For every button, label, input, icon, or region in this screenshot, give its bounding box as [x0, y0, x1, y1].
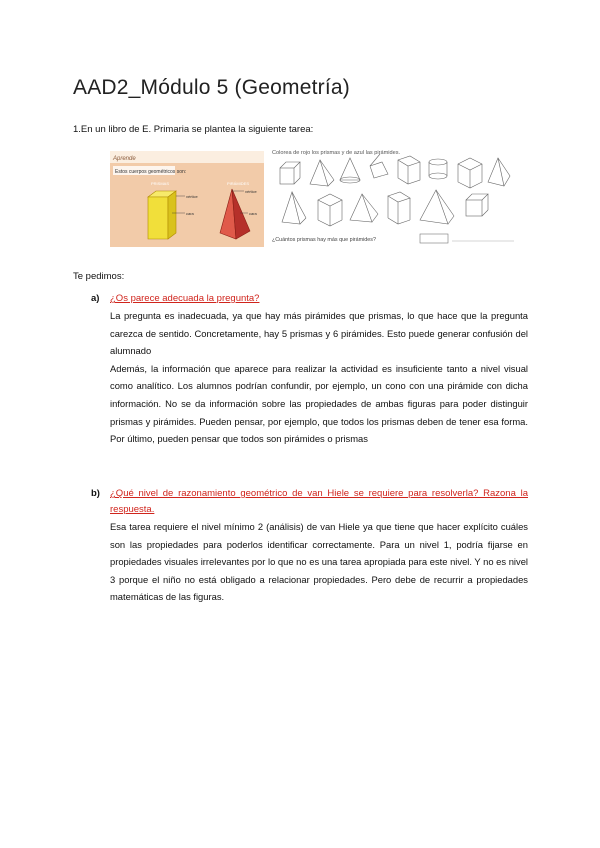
task-intro: 1.En un libro de E. Primaria se plantea la siguiente tarea:: [73, 124, 314, 135]
pyramid-face-label: cara: [249, 211, 257, 216]
exercise-instruction: Colorea de rojo los prismas y de azul las pirámides.: [272, 150, 401, 156]
shape-prism-5: [388, 192, 410, 224]
shape-prism-3: [458, 158, 482, 188]
shape-pyramid-6: [420, 190, 454, 224]
pyramid-label: PIRÁMIDES: [227, 181, 250, 186]
answer-b: [110, 518, 528, 606]
shape-prism-2: [398, 156, 420, 184]
shape-cylinder-1: [429, 159, 447, 179]
prism-face-label: cara: [186, 211, 194, 216]
question-a-text: ¿Os parece adecuada la pregunta?: [110, 293, 260, 304]
question-b-text: ¿Qué nivel de razonamiento geométrico de van Hiele se requiere para resolverla? Razona la respuesta.: [110, 488, 528, 515]
exercise-question: ¿Cuántos prismas hay más que pirámides?: [272, 237, 376, 243]
shapes-group: [280, 154, 510, 226]
figure-caption: Estos cuerpos geométricos son:: [115, 169, 187, 175]
page-title: AAD2_Módulo 5 (Geometría): [73, 76, 350, 99]
shape-cone-1: [340, 158, 360, 183]
answer-box[interactable]: [420, 234, 448, 243]
shape-prism-4: [318, 194, 342, 226]
section-intro: Te pedimos:: [73, 271, 125, 282]
figure-heading: Aprende: [113, 156, 136, 162]
pyramid-vertex-label: vértice: [245, 189, 257, 194]
prism-vertex-label: vértice: [186, 194, 198, 199]
shape-prism-1: [280, 162, 300, 184]
answer-a-paragraph-2: Además, la información que aparece para realizar la actividad es insuficiente tanto a nivel visual como analítico. Los alumnos podrían confundir, por ejemplo, un cono con una pirámide con dicha información. No se da información sobre las propiedades de ambas figuras para poder distinguir prismas y pirámides. Pueden pensar, por ejemplo, que todos los prismas deben de tener esa forma. Por último, pueden pensar que todos son pirámides o prismas: [110, 362, 528, 445]
prism-label: PRISMAS: [151, 181, 170, 186]
question-a-label: a): [91, 293, 100, 304]
shape-pyramid-3: [488, 158, 510, 186]
shape-pyramid-4: [282, 192, 306, 224]
question-b-label: b): [91, 488, 100, 499]
answer-a: [110, 307, 528, 448]
shape-pyramid-1: [310, 160, 334, 186]
textbook-exercise-shapes: [270, 146, 516, 246]
shape-pyramid-2: [370, 154, 388, 178]
shape-pyramid-5: [350, 194, 378, 222]
textbook-figure-prism-pyramid: [110, 151, 264, 247]
answer-a-paragraph-1: La pregunta es inadecuada, ya que hay más pirámides que prismas, lo que hace que la pregunta carezca de sentido. Concretamente, hay 5 prismas y 6 pirámides. Esto puede generar confusión del alumnado: [110, 310, 528, 357]
answer-b-paragraph-1: Esa tarea requiere el nivel mínimo 2 (análisis) de van Hiele ya que tiene que hacer explícito cuáles son las propiedades para poderlos identificar correctamente. Para un nivel 1, podría fijarse en propiedades visuales irrelevantes por lo que no es una tarea apropiada para este nivel. Y no es nivel 3 porque el niño no está obligado a relacionar propiedades. Pero debe de recurrir a propiedades matemáticas de las figuras.: [110, 521, 528, 603]
shape-cube-1: [466, 194, 488, 216]
prism-shape: [148, 191, 176, 239]
